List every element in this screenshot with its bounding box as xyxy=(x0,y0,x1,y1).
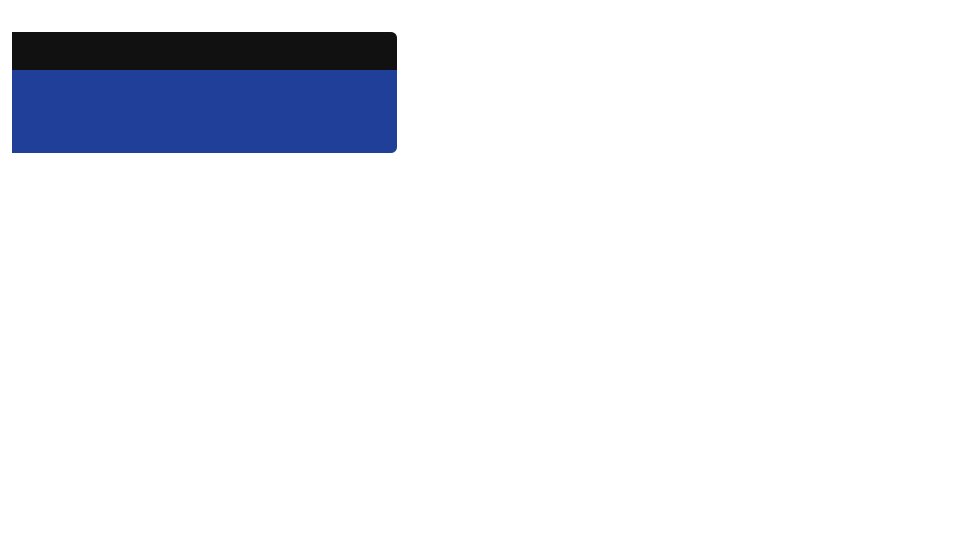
cover-title xyxy=(12,70,397,153)
cover-banner xyxy=(12,32,397,153)
cover-header xyxy=(12,32,397,70)
